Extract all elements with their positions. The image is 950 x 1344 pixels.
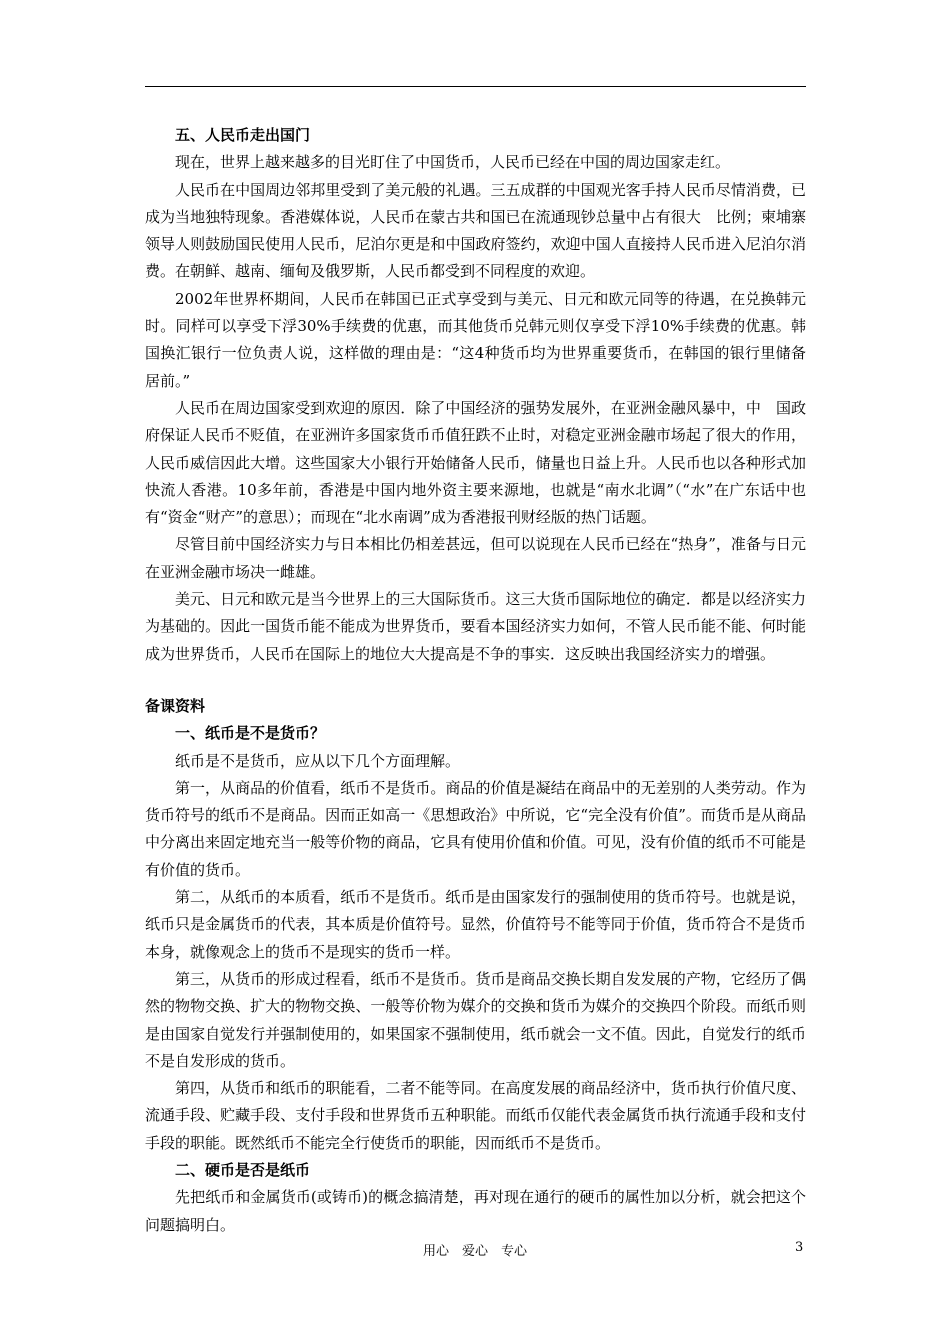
paragraph: 第四，从货币和纸币的职能看，二者不能等同。在高度发展的商品经济中，货币执行价值尺度、流通手段、贮藏手段、支付手段和世界货币五种职能。而纸币仅能代表金属货币执行流通手段和支付手段的职能。既然纸币不能完全行使货币的职能，因而纸币不是货币。 (145, 1079, 806, 1152)
paragraph: 现在，世界上越来越多的目光盯住了中国货币，人民币已经在中国的周边国家走红。 (175, 153, 731, 172)
section-heading: 五、人民币走出国门 (175, 126, 311, 144)
paragraph: 2002年世界杯期间，人民币在韩国已正式享受到与美元、日元和欧元同等的待遇，在兑换韩元时。同样可以享受下浮30%手续费的优惠，而其他货币兑韩元则仅享受下浮10%手续费的优惠。韩国换汇银行一位负责人说，这样做的理由是：“这4种货币均为世界重要货币，在韩国的银行里储备居前。” (145, 289, 806, 390)
section-heading: 二、硬币是否是纸币 (175, 1160, 311, 1179)
paragraph: 先把纸币和金属货币(或铸币)的概念搞清楚，再对现在通行的硬币的属性加以分析，就会把这个问题搞明白。 (145, 1188, 806, 1234)
paragraph: 美元、日元和欧元是当今世界上的三大国际货币。这三大货币国际地位的确定．都是以经济实力为基础的。因此一国货币能不能成为世界货币，要看本国经济实力如何，不管人民币能不能、何时能成为世界货币，人民币在国际上的地位大大提高是不争的事实．这反映出我国经济实力的增强。 (145, 590, 806, 663)
section-heading: 一、纸币是不是货币？ (175, 724, 326, 743)
paragraph: 第一，从商品的价值看，纸币不是货币。商品的价值是凝结在商品中的无差别的人类劳动。作为货币符号的纸币不是商品。因而正如高一《思想政治》中所说，它“完全没有价值”。而货币是从商品中分离出来固定地充当一般等价物的商品，它具有使用价值和价值。可见，没有价值的纸币不可能是有价值的货币。 (145, 778, 806, 879)
paragraph: 第三，从货币的形成过程看，纸币不是货币。货币是商品交换长期自发发展的产物，它经历了偶然的物物交换、扩大的物物交换、一般等价物为媒介的交换和货币为媒介的交换四个阶段。而纸币则是由国家自觉发行并强制使用的，如果国家不强制使用，纸币就会一文不值。因此，自觉发行的纸币不是自发形成的货币。 (145, 969, 806, 1070)
header-rule (145, 86, 806, 87)
paragraph: 纸币是不是货币，应从以下几个方面理解。 (175, 751, 461, 770)
prep-title: 备课资料 (145, 696, 206, 715)
page-content (145, 122, 806, 1239)
paragraph: 尽管目前中国经济实力与日本相比仍相差甚远，但可以说现在人民币已经在“热身”，准备与日元在亚洲金融市场决一雌雄。 (145, 535, 806, 581)
paragraph: 人民币在中国周边邻邦里受到了美元般的礼遇。三五成群的中国观光客手持人民币尽情消费，已成为当地独特现象。香港媒体说，人民币在蒙古共和国已在流通现钞总量中占有很大 比例；柬埔寨领导人则鼓励国民使用人民币，尼泊尔更是和中国政府签约，欢迎中国人直接持人民币进入尼泊尔消费。在朝鲜、越南、缅甸及俄罗斯，人民币都受到不同程度的欢迎。 (145, 180, 806, 281)
paragraph: 人民币在周边国家受到欢迎的原因．除了中国经济的强势发展外，在亚洲金融风暴中，中 国政府保证人民币不贬值，在亚洲许多国家货币币值狂跌不止时，对稳定亚洲金融市场起了很大的作用，人民币威信因此大增。这些国家大小银行开始储备人民币，储量也日益上升。人民币也以各种形式加快流人香港。10多年前，香港是中国内地外资主要来源地，也就是“南水北调”（“水”在广东话中也有“资金“财产”的意思）；而现在“北水南调”成为香港报刊财经版的热门话题。 (145, 398, 806, 527)
page-number: 3 (795, 1240, 804, 1255)
footer-motto: 用心 爱心 专心 (422, 1244, 527, 1259)
section-gap (145, 668, 806, 693)
paragraph: 第二，从纸币的本质看，纸币不是货币。纸币是由国家发行的强制使用的货币符号。也就是说，纸币只是金属货币的代表，其本质是价值符号。显然，价值符号不能等同于价值，货币符合不是货币本身，就像观念上的货币不是现实的货币一样。 (145, 888, 806, 961)
